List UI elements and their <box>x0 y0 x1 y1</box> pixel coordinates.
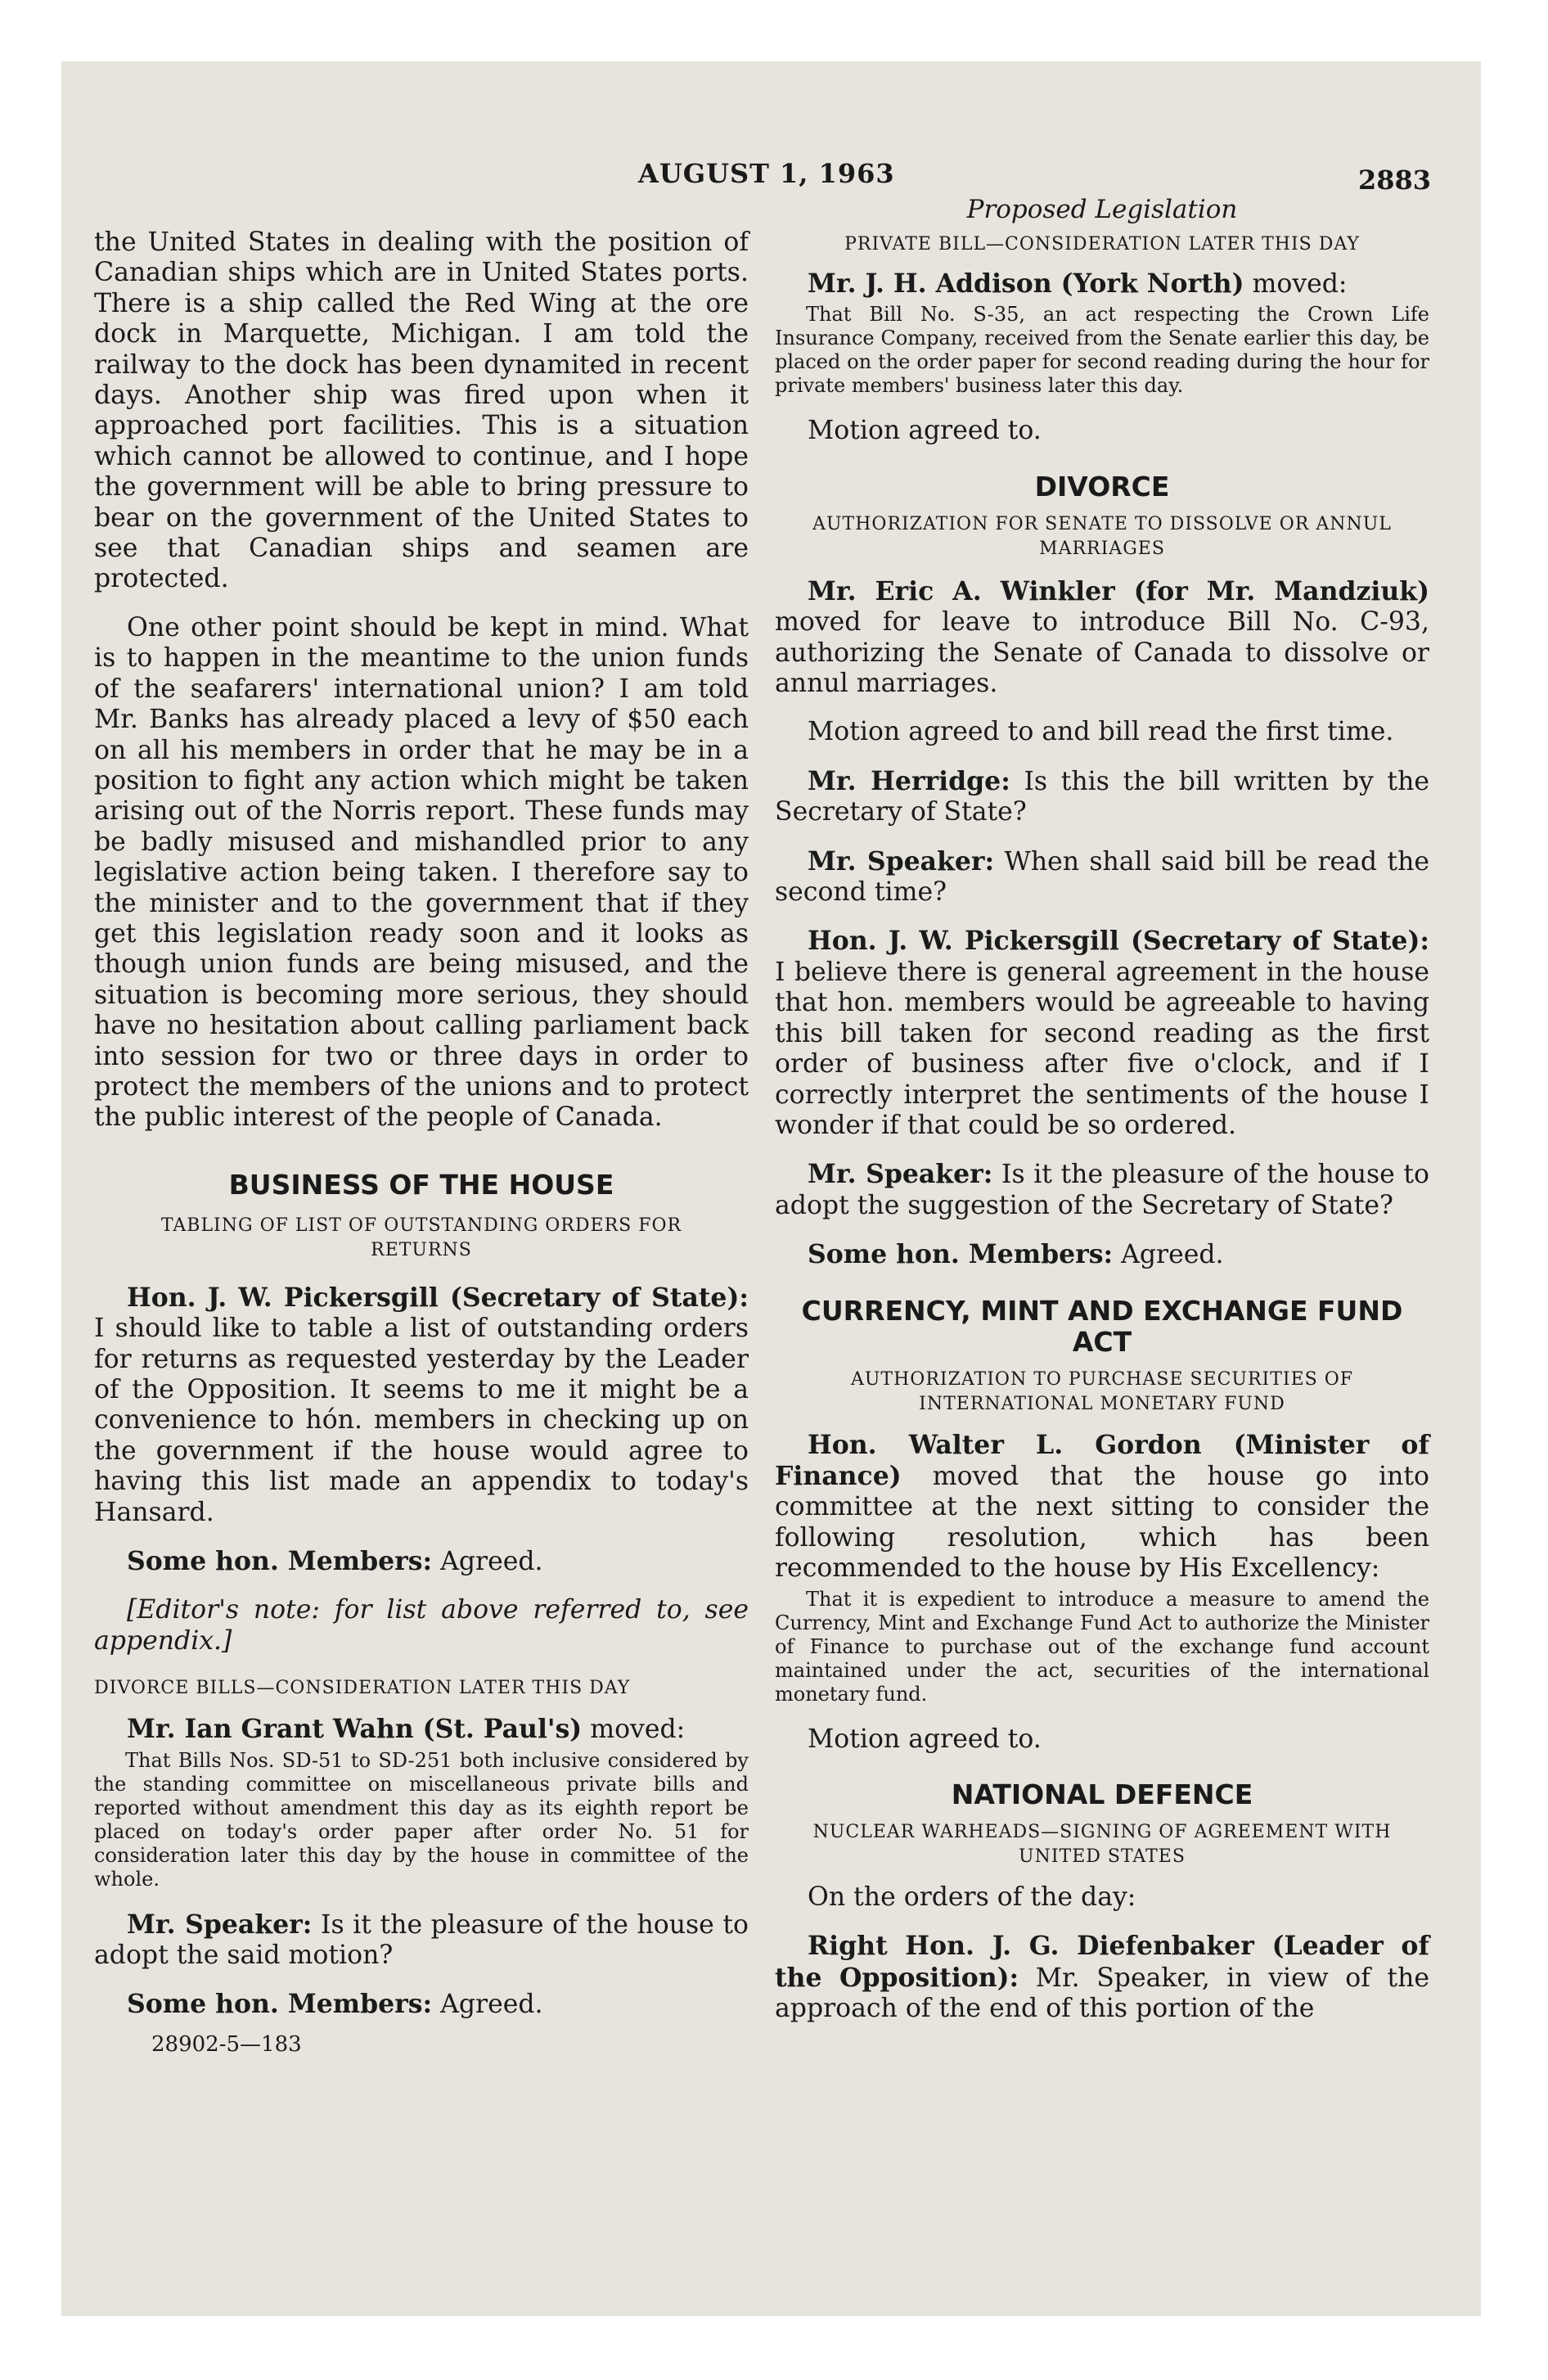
subsection-heading: NUCLEAR WARHEADS—SIGNING OF AGREEMENT WITH UNITED STATES <box>812 1821 1392 1867</box>
motion-result: Motion agreed to. <box>808 1724 1042 1754</box>
section-heading: NATIONAL DEFENCE <box>951 1778 1253 1810</box>
speech-text: Is it the pleasure of the house to adopt the suggestion of the Secretary of State? <box>775 1160 1430 1220</box>
speech <box>94 1909 749 1972</box>
speech <box>94 1282 749 1528</box>
speaker-name: Mr. Ian Grant Wahn (St. Paul's) <box>127 1714 583 1745</box>
speech-text: Is this the bill written by the Secretary of State? <box>775 766 1430 827</box>
speech-text: I should like to table a list of outstanding orders for returns as requested yesterday by the Leader of the Opposition. It seems to me it might be a convenience to hón. members in checking up on the government if the house would agree to having this list made an appendix to today's Hansard. <box>94 1314 749 1527</box>
subsection-heading: TABLING OF LIST OF OUTSTANDING ORDERS FOR RETURNS <box>160 1215 682 1260</box>
speech <box>94 1546 749 1577</box>
speech-text: Agreed. <box>440 1547 543 1577</box>
subsection-heading: AUTHORIZATION FOR SENATE TO DISSOLVE OR ANNUL MARRIAGES <box>812 513 1392 559</box>
speech <box>775 926 1429 1141</box>
speaker-name: Some hon. Members: <box>808 1239 1114 1270</box>
speaker-name: Mr. Speaker: <box>808 845 995 877</box>
speaker-name: Hon. J. W. Pickersgill (Secretary of State): <box>808 926 1429 957</box>
orders-of-day: On the orders of the day: <box>808 1882 1136 1912</box>
section-heading: DIVORCE <box>1034 470 1170 503</box>
speech-text: moved for leave to introduce Bill No. C-93, authorizing the Senate of Canada to dissolve or annul marriages. <box>775 607 1429 699</box>
speech <box>775 766 1429 828</box>
left-column <box>94 228 749 2057</box>
speaker-name: Some hon. Members: <box>127 1989 433 2020</box>
paragraph: One other point should be kept in mind. What is to happen in the meantime to the union funds of the seafarers' international union? I am told Mr. Banks has already placed a levy of $50 each on all his members in order that he may be in a position to fight any action which might be taken arising out of the Norris report. These funds may be badly misused and mishandled prior to any legislative action being taken. I therefore say to the minister and to the government that if they get this legislation ready soon and it looks as though union funds are being misused, and the situation is becoming more serious, they should have no hesitation about calling parliament back into session for two or three days in order to protect the members of the unions and to protect the public interest of the people of Canada. <box>94 612 749 1133</box>
section-heading: CURRENCY, MINT AND EXCHANGE FUND ACT <box>801 1294 1403 1358</box>
subsection-heading: DIVORCE BILLS—CONSIDERATION LATER THIS DAY <box>94 1678 631 1699</box>
speech-text: moved: <box>1252 269 1348 299</box>
editor-note: [Editor's note: for list above referred to, see appendix.] <box>94 1595 749 1656</box>
speaker-name: Some hon. Members: <box>127 1546 433 1577</box>
speaker-name: Mr. Eric A. Winkler (for Mr. Mandziuk) <box>808 575 1429 606</box>
subsection-heading: AUTHORIZATION TO PURCHASE SECURITIES OF INTERNATIONAL MONETARY FUND <box>851 1368 1353 1414</box>
speech <box>775 1931 1429 2024</box>
speaker-name: Mr. Herridge: <box>808 765 1010 796</box>
speech <box>94 1714 749 1745</box>
speech-text: When shall said bill be read the second time? <box>775 846 1429 908</box>
motion-result: Motion agreed to and bill read the first time. <box>808 717 1394 747</box>
resolution-text: That it is expedient to introduce a measure to amend the Currency, Mint and Exchange Fund Act to authorize the Minister of Finance to purchase out of the exchange fund account maintained under the act, securities of the international monetary fund. <box>775 1587 1429 1706</box>
speaker-name: Right Hon. J. G. Diefenbaker (Leader of the Opposition): <box>775 1931 1429 1993</box>
speech-text: Agreed. <box>440 1990 543 2020</box>
motion-text: That Bills Nos. SD-51 to SD-251 both inclusive considered by the standing committee on miscellaneous private bills and reported without amendment this day as its eighth report be placed on today's order paper after order No. 51 for consideration later this day by the house in committee of the whole. <box>94 1748 749 1891</box>
page-footer-code: 28902-5—183 <box>151 2031 302 2057</box>
speaker-name: Mr. J. H. Addison (York North) <box>808 268 1244 299</box>
motion-result: Motion agreed to. <box>808 416 1042 446</box>
speaker-name: Hon. J. W. Pickersgill (Secretary of State): <box>127 1282 749 1313</box>
motion-text: That Bill No. S-35, an act respecting the Crown Life Insurance Company, received from the Senate earlier this day, be placed on the order paper for second reading during the hour for private members' business later this day. <box>775 303 1429 398</box>
running-title: Proposed Legislation <box>966 195 1238 224</box>
right-column <box>775 195 1429 2025</box>
speech <box>775 846 1429 908</box>
speech <box>775 1430 1429 1584</box>
speech <box>775 576 1429 700</box>
page-date: AUGUST 1, 1963 <box>638 158 895 189</box>
speech <box>775 268 1429 300</box>
speech <box>775 1239 1429 1270</box>
page-number: 2883 <box>1358 165 1432 196</box>
speaker-name: Mr. Speaker: <box>808 1159 993 1190</box>
speech-text: moved that the house go into committee at the next sitting to consider the following resolution, which has been recommended to the house by His Excellency: <box>775 1461 1429 1584</box>
speech-text: Agreed. <box>1121 1240 1224 1270</box>
subsection-heading: PRIVATE BILL—CONSIDERATION LATER THIS DAY <box>844 234 1360 255</box>
speaker-name: Mr. Speaker: <box>127 1909 313 1940</box>
speech-text: I believe there is general agreement in the house that hon. members would be agreeable to having this bill taken for second reading as the first order of business after five o'clock, and if I correctly interpret the sentiments of the house I wonder if that could be so ordered. <box>775 957 1429 1140</box>
speech-text: Is it the pleasure of the house to adopt the said motion? <box>94 1909 749 1971</box>
speech <box>775 1159 1429 1221</box>
speaker-name: Hon. Walter L. Gordon (Minister of Finance) <box>775 1429 1429 1491</box>
paragraph: the United States in dealing with the position of Canadian ships which are in United States ports. There is a ship called the Red Wing at the ore dock in Marquette, Michigan. I am told the railway to the dock has been dynamited in recent days. Another ship was fired upon when it approached port facilities. This is a situation which cannot be allowed to continue, and I hope the government will be able to bring pressure to bear on the government of the United States to see that Canadian ships and seamen are protected. <box>94 228 749 594</box>
speech-text: moved: <box>590 1715 686 1745</box>
speech <box>94 1989 749 2020</box>
speech-text: Mr. Speaker, in view of the approach of the end of this portion of the <box>775 1963 1430 2024</box>
section-heading: BUSINESS OF THE HOUSE <box>228 1168 614 1201</box>
